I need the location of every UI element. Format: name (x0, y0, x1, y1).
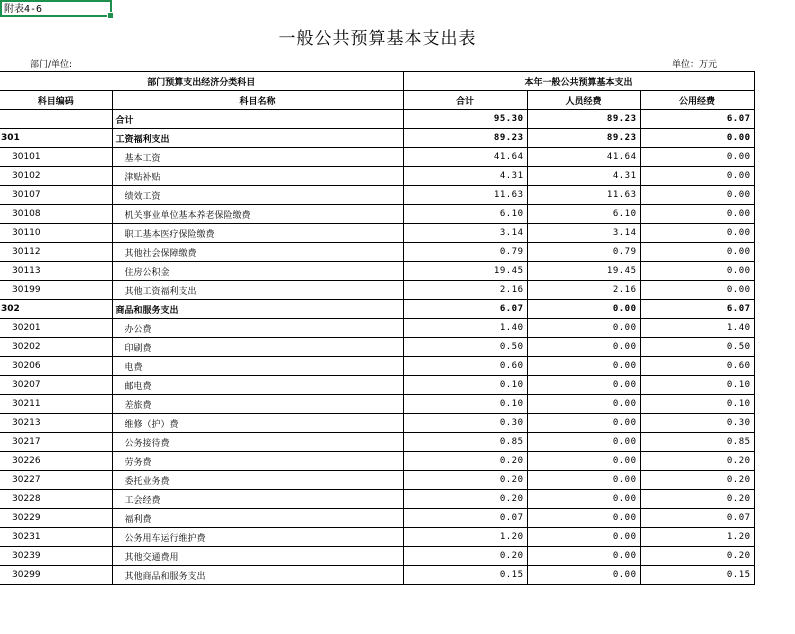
row-personnel[interactable]: 0.00 (527, 509, 640, 528)
table-row (0, 148, 754, 167)
table-row (0, 395, 754, 414)
row-personnel[interactable]: 0.00 (527, 338, 640, 357)
row-code[interactable]: 30110 (0, 224, 112, 243)
row-public[interactable]: 0.10 (640, 376, 754, 395)
table-row (0, 547, 754, 566)
table-row (0, 243, 754, 262)
row-public[interactable]: 0.07 (640, 509, 754, 528)
row-personnel[interactable]: 0.00 (527, 414, 640, 433)
selected-cell[interactable] (0, 0, 112, 17)
table-row (0, 376, 754, 395)
row-code[interactable]: 30113 (0, 262, 112, 281)
row-total[interactable]: 0.10 (403, 376, 527, 395)
row-code[interactable]: 30211 (0, 395, 112, 414)
table-row (0, 566, 754, 585)
row-public[interactable]: 0.20 (640, 490, 754, 509)
table-row (0, 129, 754, 148)
table-row (0, 186, 754, 205)
row-code[interactable]: 30101 (0, 148, 112, 167)
row-name[interactable]: 其他工资福利支出 (112, 281, 403, 300)
row-name[interactable]: 劳务费 (112, 452, 403, 471)
row-code[interactable]: 30228 (0, 490, 112, 509)
row-code[interactable]: 30227 (0, 471, 112, 490)
row-public[interactable]: 0.00 (640, 224, 754, 243)
row-public[interactable]: 0.20 (640, 471, 754, 490)
row-name[interactable]: 印刷费 (112, 338, 403, 357)
row-total[interactable]: 1.20 (403, 528, 527, 547)
row-name[interactable]: 邮电费 (112, 376, 403, 395)
row-public[interactable]: 1.40 (640, 319, 754, 338)
row-personnel[interactable]: 0.00 (527, 566, 640, 585)
row-total[interactable]: 0.20 (403, 452, 527, 471)
row-total[interactable]: 0.07 (403, 509, 527, 528)
row-name[interactable]: 机关事业单位基本养老保险缴费 (112, 205, 403, 224)
table-row (0, 433, 754, 452)
row-total[interactable]: 0.79 (403, 243, 527, 262)
row-total[interactable]: 2.16 (403, 281, 527, 300)
row-code[interactable]: 302 (0, 300, 112, 319)
row-total[interactable]: 41.64 (403, 148, 527, 167)
row-total[interactable]: 95.30 (403, 110, 527, 129)
row-code[interactable]: 30206 (0, 357, 112, 376)
row-name[interactable]: 电费 (112, 357, 403, 376)
row-code[interactable]: 301 (0, 129, 112, 148)
row-total[interactable]: 0.20 (403, 471, 527, 490)
row-total[interactable]: 0.85 (403, 433, 527, 452)
row-code[interactable]: 30201 (0, 319, 112, 338)
row-code[interactable]: 30202 (0, 338, 112, 357)
row-personnel[interactable]: 0.00 (527, 471, 640, 490)
row-personnel[interactable]: 0.79 (527, 243, 640, 262)
row-total[interactable]: 4.31 (403, 167, 527, 186)
row-personnel[interactable]: 3.14 (527, 224, 640, 243)
sheet-tag: 附表4-6 (4, 4, 43, 15)
row-public[interactable]: 0.00 (640, 167, 754, 186)
row-code[interactable]: 30239 (0, 547, 112, 566)
table-row (0, 262, 754, 281)
page-title: 一般公共预算基本支出表 (278, 29, 477, 49)
row-name[interactable]: 工会经费 (112, 490, 403, 509)
row-public[interactable]: 0.00 (640, 205, 754, 224)
header-col-name: 科目名称 (112, 91, 403, 110)
row-personnel[interactable]: 0.00 (527, 547, 640, 566)
row-personnel[interactable]: 0.00 (527, 395, 640, 414)
row-name[interactable]: 福利费 (112, 509, 403, 528)
row-code[interactable]: 30107 (0, 186, 112, 205)
row-name[interactable]: 差旅费 (112, 395, 403, 414)
table-row (0, 205, 754, 224)
row-code[interactable]: 30112 (0, 243, 112, 262)
fill-handle[interactable] (107, 12, 114, 19)
row-name[interactable]: 职工基本医疗保险缴费 (112, 224, 403, 243)
row-personnel[interactable]: 11.63 (527, 186, 640, 205)
table-row (0, 281, 754, 300)
row-personnel[interactable]: 0.00 (527, 357, 640, 376)
row-name[interactable]: 绩效工资 (112, 186, 403, 205)
row-code[interactable]: 30108 (0, 205, 112, 224)
row-personnel[interactable]: 19.45 (527, 262, 640, 281)
row-public[interactable]: 0.20 (640, 547, 754, 566)
row-personnel[interactable]: 0.00 (527, 319, 640, 338)
row-total[interactable]: 0.10 (403, 395, 527, 414)
header-column-row (0, 91, 754, 110)
row-total[interactable]: 0.30 (403, 414, 527, 433)
table-row (0, 110, 754, 129)
table-row (0, 357, 754, 376)
header-col-total: 合计 (403, 91, 527, 110)
row-public[interactable]: 0.15 (640, 566, 754, 585)
budget-table (0, 71, 755, 585)
row-name[interactable]: 其他商品和服务支出 (112, 566, 403, 585)
dept-label: 部门/单位: (30, 60, 73, 70)
row-total[interactable]: 6.10 (403, 205, 527, 224)
header-group-row (0, 72, 754, 91)
row-name[interactable]: 其他社会保障缴费 (112, 243, 403, 262)
header-col-public: 公用经费 (640, 91, 754, 110)
row-code[interactable]: 30226 (0, 452, 112, 471)
row-name[interactable]: 委托业务费 (112, 471, 403, 490)
table-row (0, 452, 754, 471)
row-total[interactable]: 6.07 (403, 300, 527, 319)
row-personnel[interactable]: 89.23 (527, 129, 640, 148)
row-public[interactable]: 6.07 (640, 110, 754, 129)
row-personnel[interactable]: 6.10 (527, 205, 640, 224)
header-group-left: 部门预算支出经济分类科目 (0, 72, 403, 91)
header-col-personnel: 人员经费 (527, 91, 640, 110)
row-code[interactable]: 30231 (0, 528, 112, 547)
row-name[interactable]: 基本工资 (112, 148, 403, 167)
row-name[interactable]: 公务用车运行维护费 (112, 528, 403, 547)
row-code[interactable] (0, 110, 112, 129)
table-row (0, 509, 754, 528)
row-public[interactable]: 0.00 (640, 186, 754, 205)
row-total[interactable]: 0.60 (403, 357, 527, 376)
row-personnel[interactable]: 89.23 (527, 110, 640, 129)
row-name[interactable]: 津贴补贴 (112, 167, 403, 186)
header-col-code: 科目编码 (0, 91, 112, 110)
row-public[interactable]: 0.00 (640, 281, 754, 300)
row-personnel[interactable]: 0.00 (527, 490, 640, 509)
row-total[interactable]: 0.20 (403, 490, 527, 509)
table-row (0, 319, 754, 338)
row-total[interactable]: 1.40 (403, 319, 527, 338)
row-code[interactable]: 30199 (0, 281, 112, 300)
row-name[interactable]: 办公费 (112, 319, 403, 338)
row-code[interactable]: 30217 (0, 433, 112, 452)
row-total[interactable]: 0.50 (403, 338, 527, 357)
table-row (0, 490, 754, 509)
row-public[interactable]: 0.00 (640, 148, 754, 167)
header-group-right: 本年一般公共预算基本支出 (403, 72, 754, 91)
row-public[interactable]: 6.07 (640, 300, 754, 319)
row-code[interactable]: 30207 (0, 376, 112, 395)
row-name[interactable]: 公务接待费 (112, 433, 403, 452)
row-personnel[interactable]: 0.00 (527, 452, 640, 471)
row-name[interactable]: 其他交通费用 (112, 547, 403, 566)
row-code[interactable]: 30299 (0, 566, 112, 585)
row-public[interactable]: 0.50 (640, 338, 754, 357)
row-total[interactable]: 0.20 (403, 547, 527, 566)
row-public[interactable]: 0.00 (640, 243, 754, 262)
row-public[interactable]: 0.00 (640, 129, 754, 148)
row-public[interactable]: 0.85 (640, 433, 754, 452)
row-total[interactable]: 3.14 (403, 224, 527, 243)
row-total[interactable]: 11.63 (403, 186, 527, 205)
row-code[interactable]: 30213 (0, 414, 112, 433)
table-row (0, 300, 754, 319)
row-personnel[interactable]: 0.00 (527, 300, 640, 319)
row-personnel[interactable]: 0.00 (527, 433, 640, 452)
row-public[interactable]: 0.00 (640, 262, 754, 281)
table-row (0, 338, 754, 357)
row-personnel[interactable]: 41.64 (527, 148, 640, 167)
row-public[interactable]: 1.20 (640, 528, 754, 547)
table-row (0, 224, 754, 243)
row-name[interactable]: 工资福利支出 (112, 129, 403, 148)
row-code[interactable]: 30229 (0, 509, 112, 528)
unit-label: 单位：万元 (672, 60, 718, 70)
row-personnel[interactable]: 0.00 (527, 528, 640, 547)
row-personnel[interactable]: 2.16 (527, 281, 640, 300)
table-row (0, 471, 754, 490)
row-total[interactable]: 0.15 (403, 566, 527, 585)
row-total[interactable]: 19.45 (403, 262, 527, 281)
row-total[interactable]: 89.23 (403, 129, 527, 148)
row-public[interactable]: 0.20 (640, 452, 754, 471)
row-public[interactable]: 0.30 (640, 414, 754, 433)
row-public[interactable]: 0.60 (640, 357, 754, 376)
row-personnel[interactable]: 4.31 (527, 167, 640, 186)
row-name[interactable]: 住房公积金 (112, 262, 403, 281)
row-name[interactable]: 维修（护）费 (112, 414, 403, 433)
row-code[interactable]: 30102 (0, 167, 112, 186)
row-name[interactable]: 商品和服务支出 (112, 300, 403, 319)
row-name[interactable]: 合计 (112, 110, 403, 129)
table-row (0, 167, 754, 186)
row-public[interactable]: 0.10 (640, 395, 754, 414)
table-row (0, 528, 754, 547)
table-row (0, 414, 754, 433)
row-personnel[interactable]: 0.00 (527, 376, 640, 395)
